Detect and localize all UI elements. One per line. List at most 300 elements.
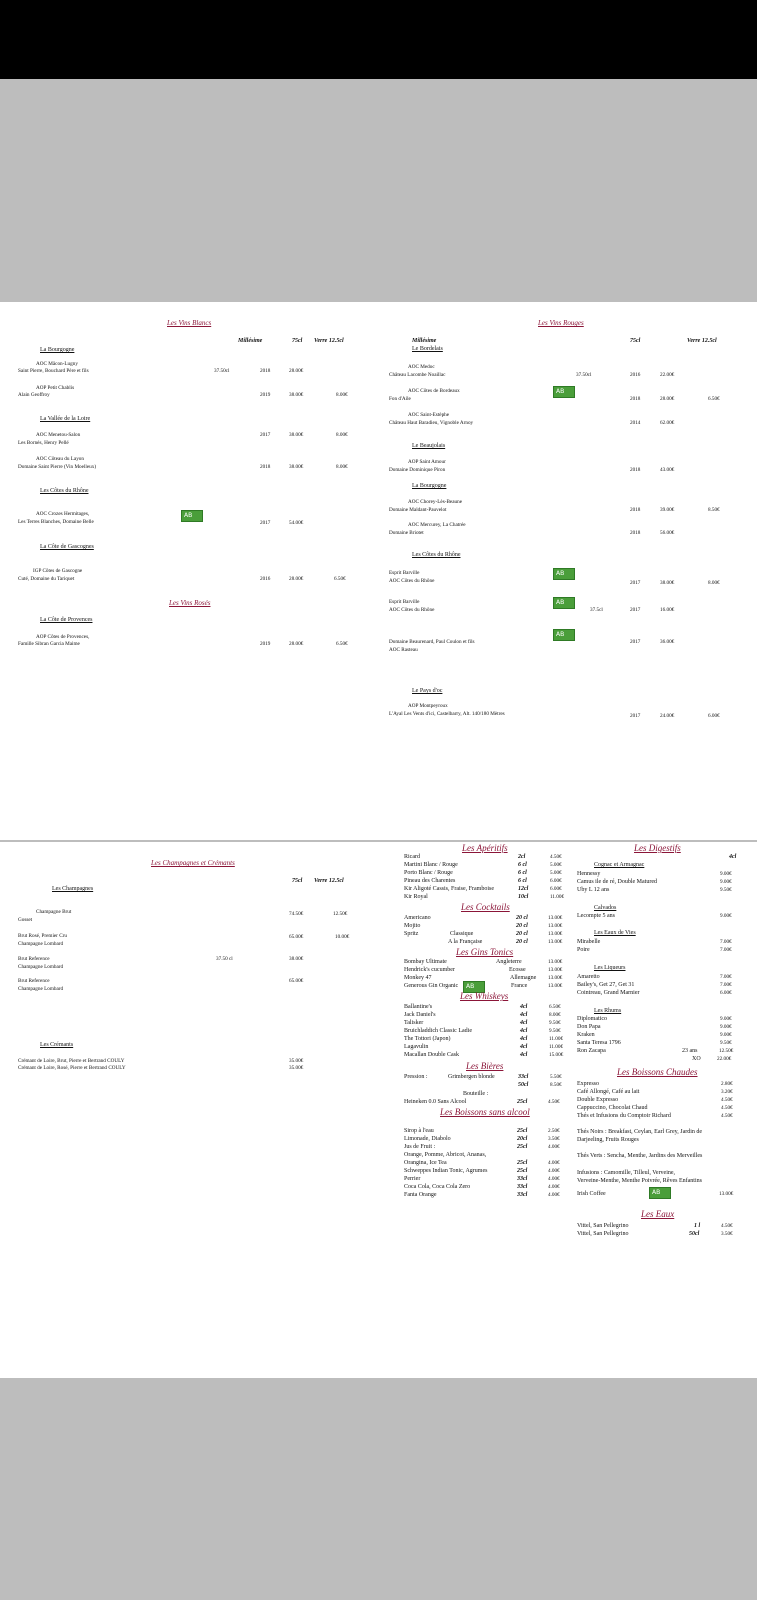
region-bourgogne-rouge: La Bourgogne bbox=[412, 483, 447, 489]
cocktail-qty: 20 cl bbox=[516, 915, 528, 921]
aperitif-qty: 6 cl bbox=[518, 870, 527, 876]
soft-name: Perrier bbox=[404, 1176, 421, 1182]
region-pays-doc: Le Pays d'oc bbox=[412, 688, 443, 694]
whiskey-name: Lagavulin bbox=[404, 1044, 429, 1050]
cocktail-price: 13.00€ bbox=[548, 931, 563, 937]
section-title-whiskeys: Les Whiskeys bbox=[460, 991, 509, 1001]
digestif-name: Lecompte 5 ans bbox=[577, 913, 615, 919]
champagne-name: Brut Reference bbox=[18, 978, 50, 984]
whiskey-name: Macallan Double Cask bbox=[404, 1052, 459, 1058]
region-gascogne: La Côte de Gascognes bbox=[40, 544, 94, 550]
section-title-vins-roses: Les Vins Rosés bbox=[169, 599, 211, 607]
soft-price: 2.50€ bbox=[548, 1128, 560, 1134]
aperitif-price: 5.00€ bbox=[550, 862, 562, 868]
biere-name: Grimbergen blonde bbox=[448, 1074, 495, 1080]
soft-qty: 25cl bbox=[517, 1128, 528, 1134]
champagne-name: Brut Reference bbox=[18, 956, 50, 962]
champagne-name: Champagne Brut bbox=[36, 909, 72, 915]
wine-glass: 6.50€ bbox=[708, 396, 720, 402]
gin-name: Generous Gin Organic bbox=[404, 983, 459, 989]
cocktail-variant: Classique bbox=[450, 931, 474, 937]
wine-glass: 8.00€ bbox=[708, 580, 720, 586]
biere-qty: 33cl bbox=[518, 1074, 529, 1080]
biere-qty: 50cl bbox=[518, 1082, 529, 1088]
soft-qty: 33cl bbox=[517, 1192, 528, 1198]
rhum-price: 12.50€ bbox=[719, 1048, 734, 1054]
rhum-name: Ron Zacapa bbox=[577, 1048, 606, 1054]
wine-aoc: AOC Saint-Estèphe bbox=[408, 412, 450, 418]
header-verre: Verre 12.5cl bbox=[314, 338, 344, 344]
header-75cl: 75cl bbox=[292, 878, 303, 884]
wine-aoc: AOC Crozes Hermitages, bbox=[36, 511, 90, 517]
cocktail-price: 13.00€ bbox=[548, 923, 563, 929]
wine-glass: 8.00€ bbox=[336, 464, 348, 470]
rhum-name: Santa Teresa 1796 bbox=[577, 1040, 621, 1046]
soft-name: Orangina, Ice Tea bbox=[404, 1160, 447, 1166]
soft-qty: 20cl bbox=[517, 1136, 528, 1142]
champagne-size: 37.50 cl bbox=[216, 956, 233, 962]
biere-qty: 25cl bbox=[517, 1099, 528, 1105]
cocktail-qty: 20 cl bbox=[516, 939, 528, 945]
soft-qty: 33cl bbox=[517, 1176, 528, 1182]
biere-price: 4.50€ bbox=[548, 1099, 560, 1105]
irish-coffee-price: 13.00€ bbox=[719, 1191, 734, 1197]
whiskey-qty: 4cl bbox=[520, 1044, 528, 1050]
aperitif-price: 6.00€ bbox=[550, 886, 562, 892]
soft-qty: 25cl bbox=[517, 1144, 528, 1150]
wine-price: 38.00€ bbox=[289, 432, 304, 438]
water-price: 4.50€ bbox=[721, 1223, 733, 1229]
gin-price: 13.00€ bbox=[548, 959, 563, 965]
wine-aoc: Esprit Barville bbox=[389, 570, 420, 576]
section-title-gins: Les Gins Tonics bbox=[456, 947, 514, 957]
gin-name: Bombay Ultimate bbox=[404, 959, 447, 965]
wine-price: 28.00€ bbox=[289, 641, 304, 647]
soft-price: 4.00€ bbox=[548, 1144, 560, 1150]
wine-price: 22.00€ bbox=[660, 372, 675, 378]
organic-label-icon: AB bbox=[553, 597, 575, 609]
section-title-vins-rouges: Les Vins Rouges bbox=[538, 319, 584, 327]
wine-name: Fon d'Aile bbox=[389, 396, 411, 402]
digestif-name: Hennessy bbox=[577, 871, 601, 877]
cocktail-name: Spritz bbox=[404, 931, 419, 937]
hot-drink-price: 4.50€ bbox=[721, 1105, 733, 1111]
biere-name: Heineken 0.0 Sans Alcool bbox=[404, 1099, 467, 1105]
organic-label-icon: AB bbox=[553, 629, 575, 641]
cocktail-price: 13.00€ bbox=[548, 915, 563, 921]
organic-label-icon: AB bbox=[553, 568, 575, 580]
wine-price: 39.00€ bbox=[660, 507, 675, 513]
wine-price: 62.00€ bbox=[660, 420, 675, 426]
wine-price: 28.00€ bbox=[289, 368, 304, 374]
aperitif-name: Kir Royal bbox=[404, 894, 428, 900]
water-qty: 1 l bbox=[694, 1223, 701, 1229]
wine-aoc: Esprit Barville bbox=[389, 599, 420, 605]
wine-glass: 8.00€ bbox=[336, 392, 348, 398]
gin-price: 13.00€ bbox=[548, 967, 563, 973]
wine-name: Famille Sibran Garcia Maime bbox=[18, 641, 80, 647]
biere-price: 8.50€ bbox=[550, 1082, 562, 1088]
biere-price: 5.50€ bbox=[550, 1074, 562, 1080]
soft-name: Jus de Fruit : bbox=[404, 1144, 436, 1150]
wine-name: Les Terres Blanches, Domaine Belle bbox=[18, 519, 94, 525]
section-title-eaux: Les Eaux bbox=[641, 1209, 675, 1219]
tea-list-black-2: Darjeeling, Fruits Rouges bbox=[577, 1137, 639, 1143]
whiskey-price: 6.50€ bbox=[549, 1004, 561, 1010]
rhum-price: 22.00€ bbox=[717, 1056, 732, 1062]
wine-name: Château Lacombe Noaillac bbox=[389, 372, 446, 378]
wine-aoc: AOC Menetou-Salon bbox=[36, 432, 81, 438]
wine-price: 28.00€ bbox=[289, 576, 304, 582]
section-title-sans-alcool: Les Boissons sans alcool bbox=[440, 1107, 530, 1117]
wine-name: Domaine Briotet bbox=[389, 530, 424, 536]
soft-price: 4.00€ bbox=[548, 1184, 560, 1190]
sub-champagnes: Les Champagnes bbox=[52, 886, 94, 892]
rhum-price: 9.00€ bbox=[720, 1016, 732, 1022]
wine-aoc: AOC Medoc bbox=[408, 364, 435, 370]
whiskey-name: The Tottori (Japon) bbox=[404, 1036, 451, 1042]
whiskey-price: 11.00€ bbox=[549, 1036, 564, 1042]
whiskey-name: Talisker bbox=[404, 1020, 424, 1026]
hot-drink-price: 4.50€ bbox=[721, 1113, 733, 1119]
wine-year: 2018 bbox=[630, 467, 641, 473]
soft-name: Coca Cola, Coca Cola Zero bbox=[404, 1184, 471, 1190]
water-price: 3.50€ bbox=[721, 1231, 733, 1237]
wine-aoc: AOP Côtes de Provences, bbox=[36, 634, 90, 640]
tea-list-green: Thés Verts : Sencha, Menthe, Jardins des Merveilles bbox=[577, 1153, 703, 1159]
rhum-name: Kraken bbox=[577, 1032, 595, 1038]
whiskey-qty: 4cl bbox=[520, 1012, 528, 1018]
whiskey-qty: 4cl bbox=[520, 1052, 528, 1058]
organic-label-icon: AB bbox=[649, 1187, 671, 1199]
digestif-qty: 4cl bbox=[729, 854, 737, 860]
irish-coffee-name: Irish Coffee bbox=[577, 1191, 606, 1197]
soft-qty: 25cl bbox=[517, 1160, 528, 1166]
cocktail-price: 13.00€ bbox=[548, 939, 563, 945]
rhum-price: 9.00€ bbox=[720, 1032, 732, 1038]
cremant-price: 35.00€ bbox=[289, 1065, 304, 1071]
infusion-list: Infusions : Camomille, Tilleul, Verveine, bbox=[577, 1170, 676, 1176]
aperitif-name: Porto Blanc / Rouge bbox=[404, 870, 453, 876]
wine-year: 2016 bbox=[260, 576, 271, 582]
wine-name: Les Bornés, Henry Pellé bbox=[18, 440, 69, 446]
header-75cl: 75cl bbox=[630, 338, 641, 344]
gin-origin: Allemagne bbox=[510, 975, 537, 981]
hot-drink-name: Double Expresso bbox=[577, 1097, 619, 1103]
aperitif-name: Pineau des Charentes bbox=[404, 878, 456, 884]
water-name: Vittel, San Pellegrino bbox=[577, 1231, 629, 1237]
wine-glass: 6.50€ bbox=[336, 641, 348, 647]
wine-glass: 8.00€ bbox=[336, 432, 348, 438]
hot-drink-name: Café Allongé, Café au lait bbox=[577, 1089, 640, 1095]
rhum-price: 9.00€ bbox=[720, 1024, 732, 1030]
organic-label-icon: AB bbox=[463, 981, 485, 993]
digestif-name: Amaretto bbox=[577, 974, 600, 980]
wine-year: 2017 bbox=[630, 713, 641, 719]
digestif-price: 7.00€ bbox=[720, 939, 732, 945]
organic-label-icon: AB bbox=[553, 386, 575, 398]
hot-drink-price: 2.80€ bbox=[721, 1081, 733, 1087]
soft-name: Schweppes Indian Tonic, Agrumes bbox=[404, 1168, 488, 1174]
soft-name: Sirop à l'eau bbox=[404, 1128, 434, 1134]
wine-year: 2018 bbox=[260, 464, 271, 470]
region-cotes-du-rhone-rouge: Les Côtes du Rhône bbox=[412, 552, 461, 558]
wine-name: Alain Geoffroy bbox=[18, 392, 50, 398]
wine-name: AOC Côtes du Rhône bbox=[389, 607, 435, 613]
header-millesime: Millésime bbox=[238, 338, 263, 344]
wine-aoc: AOP Saint Amour bbox=[408, 459, 446, 465]
wine-aoc: AOC Chorey-Lès-Beaune bbox=[408, 499, 463, 505]
wine-name: Domaine Maldant-Pauvelot bbox=[389, 507, 447, 513]
whiskey-name: Bruichladdich Classic Ladie bbox=[404, 1028, 472, 1034]
wine-price: 38.00€ bbox=[289, 464, 304, 470]
digestif-price: 7.00€ bbox=[720, 947, 732, 953]
champagne-price: 65.00€ bbox=[289, 978, 304, 984]
hot-drink-price: 3.20€ bbox=[721, 1089, 733, 1095]
digestif-name: Cointreau, Grand Marnier bbox=[577, 990, 640, 996]
wine-price: 28.00€ bbox=[660, 396, 675, 402]
soft-price: 3.50€ bbox=[548, 1136, 560, 1142]
section-title-digestifs: Les Digestifs bbox=[634, 843, 681, 853]
digestif-price: 9.00€ bbox=[720, 879, 732, 885]
digestif-price: 9.50€ bbox=[720, 887, 732, 893]
gin-origin: France bbox=[511, 983, 528, 989]
wine-aoc: AOP Petit Chablis bbox=[36, 385, 75, 391]
section-title-bieres: Les Bières bbox=[466, 1061, 504, 1071]
aperitif-qty: 6 cl bbox=[518, 878, 527, 884]
biere-bouteille-label: Bouteille : bbox=[463, 1091, 489, 1097]
aperitif-name: Ricard bbox=[404, 854, 420, 860]
water-qty: 50cl bbox=[689, 1231, 700, 1237]
hot-drink-name: Expresso bbox=[577, 1081, 599, 1087]
soft-price: 4.00€ bbox=[548, 1176, 560, 1182]
aperitif-qty: 6 cl bbox=[518, 862, 527, 868]
digestif-name: Bailey's, Get 27, Get 31 bbox=[577, 982, 635, 988]
wine-name: AOC Côtes du Rhône bbox=[389, 578, 435, 584]
wine-year: 2018 bbox=[260, 368, 271, 374]
digestif-name: Camus ile de ré, Double Matured bbox=[577, 879, 657, 885]
whiskey-qty: 4cl bbox=[520, 1004, 528, 1010]
aperitif-qty: 2cl bbox=[518, 854, 526, 860]
cocktail-name: Mojito bbox=[404, 923, 421, 929]
organic-label-icon: AB bbox=[181, 510, 203, 522]
whiskey-price: 15.00€ bbox=[549, 1052, 564, 1058]
wine-aoc: AOC Mâcon-Lugny bbox=[36, 361, 78, 367]
wine-name: L'Ayal Les Vents d'ici, Castelbarry, Alt. 140/180 Mètres bbox=[389, 711, 505, 717]
wine-aoc: AOC Côteau du Layon bbox=[36, 456, 84, 462]
wine-glass: 6.00€ bbox=[708, 713, 720, 719]
gin-price: 13.00€ bbox=[548, 975, 563, 981]
region-loire: La Vallée de la Loire bbox=[40, 416, 91, 422]
aperitif-price: 4.50€ bbox=[550, 854, 562, 860]
wine-name: AOC Rasteau bbox=[389, 647, 418, 653]
wine-size: 37.50cl bbox=[214, 368, 230, 374]
water-name: Vittel, San Pellegrino bbox=[577, 1223, 629, 1229]
region-bourgogne: La Bourgogne bbox=[40, 347, 75, 353]
soft-name: Orange, Pomme, Abricot, Ananas, bbox=[404, 1152, 487, 1158]
digestif-price: 9.00€ bbox=[720, 913, 732, 919]
wine-year: 2018 bbox=[630, 396, 641, 402]
champagne-price: 74.50€ bbox=[289, 911, 304, 917]
wine-price: 38.00€ bbox=[289, 392, 304, 398]
gin-name: Monkey 47 bbox=[404, 975, 432, 981]
hot-drink-price: 4.50€ bbox=[721, 1097, 733, 1103]
wine-glass: 6.50€ bbox=[334, 576, 346, 582]
wine-aoc: IGP Côtes de Gascogne bbox=[33, 568, 83, 574]
header-verre: Verre 12.5cl bbox=[687, 338, 717, 344]
wine-name: Domaine Dominique Piron bbox=[389, 467, 446, 473]
champagne-house: Champagne Lombard bbox=[18, 941, 64, 947]
rhum-extra: XO bbox=[692, 1056, 701, 1062]
header-millesime: Millésime bbox=[412, 338, 437, 344]
whiskey-price: 9.50€ bbox=[549, 1020, 561, 1026]
wine-name: Saint Pierre, Bouchard Père et fils bbox=[18, 368, 89, 374]
whiskey-qty: 4cl bbox=[520, 1020, 528, 1026]
aperitif-qty: 10cl bbox=[518, 894, 529, 900]
sub-rhums: Les Rhums bbox=[594, 1008, 622, 1014]
soft-price: 4.00€ bbox=[548, 1160, 560, 1166]
champagne-glass: 12.50€ bbox=[333, 911, 348, 917]
soft-qty: 33cl bbox=[517, 1184, 528, 1190]
infusion-list-2: Verveine-Menthe, Menthe Poivrée, Rêves Enfantins bbox=[577, 1178, 702, 1184]
wine-aoc: AOP Montpeyroux bbox=[408, 703, 448, 709]
region-cotes-du-rhone: Les Côtes du Rhône bbox=[40, 488, 89, 494]
aperitif-price: 11.00€ bbox=[550, 894, 565, 900]
whiskey-price: 11.00€ bbox=[549, 1044, 564, 1050]
tea-list-black: Thés Noirs : Breakfast, Ceylan, Earl Grey, Jardin de bbox=[577, 1129, 703, 1135]
champagne-house: Gosset bbox=[18, 917, 33, 923]
cremant-name: Crémant de Loire, Brut, Pierre et Bertrand COULY bbox=[18, 1058, 125, 1064]
gin-price: 13.00€ bbox=[548, 983, 563, 989]
wine-aoc: Domaine Beaurenard, Paul Coulon et fils bbox=[389, 639, 475, 645]
whiskey-qty: 4cl bbox=[520, 1036, 528, 1042]
rhum-name: Diplomatico bbox=[577, 1016, 607, 1022]
wine-year: 2019 bbox=[260, 392, 271, 398]
section-title-boissons-chaudes: Les Boissons Chaudes bbox=[617, 1067, 698, 1077]
whiskey-price: 8.00€ bbox=[549, 1012, 561, 1018]
section-title-champagnes: Les Champagnes et Crémants bbox=[151, 859, 235, 867]
wine-price: 24.00€ bbox=[660, 713, 675, 719]
digestif-name: Mirabelle bbox=[577, 939, 601, 945]
aperitif-name: Martini Blanc / Rouge bbox=[404, 862, 458, 868]
digestif-price: 9.00€ bbox=[720, 871, 732, 877]
gin-origin: Angleterre bbox=[496, 959, 522, 965]
wine-size: 37.5cl bbox=[590, 607, 603, 613]
wine-year: 2017 bbox=[630, 580, 641, 586]
cocktail-variant: A la Française bbox=[448, 939, 483, 945]
wine-price: 43.00€ bbox=[660, 467, 675, 473]
wine-price: 56.00€ bbox=[660, 530, 675, 536]
soft-qty: 25cl bbox=[517, 1168, 528, 1174]
header-verre: Verre 12.5cl bbox=[314, 878, 344, 884]
cocktail-qty: 20 cl bbox=[516, 923, 528, 929]
wine-year: 2017 bbox=[260, 520, 271, 526]
sub-cognac: Cognac et Armagnac bbox=[594, 862, 645, 868]
rhum-price: 9.50€ bbox=[720, 1040, 732, 1046]
cocktail-qty: 20 cl bbox=[516, 931, 528, 937]
menu-page-drinks bbox=[0, 842, 757, 1378]
wine-price: 16.00€ bbox=[660, 607, 675, 613]
wine-glass: 8.50€ bbox=[708, 507, 720, 513]
sub-cremants: Les Crémants bbox=[40, 1042, 74, 1048]
wine-price: 54.00€ bbox=[289, 520, 304, 526]
wine-price: 38.00€ bbox=[660, 580, 675, 586]
biere-pression-label: Pression : bbox=[404, 1074, 428, 1080]
wine-year: 2014 bbox=[630, 420, 641, 426]
digestif-price: 7.00€ bbox=[720, 982, 732, 988]
wine-year: 2018 bbox=[630, 530, 641, 536]
soft-price: 4.00€ bbox=[548, 1168, 560, 1174]
whiskey-qty: 4cl bbox=[520, 1028, 528, 1034]
digestif-price: 6.00€ bbox=[720, 990, 732, 996]
wine-year: 2018 bbox=[630, 507, 641, 513]
champagne-house: Champagne Lombard bbox=[18, 964, 64, 970]
sub-eaux-de-vie: Les Eaux de Vies bbox=[594, 930, 636, 936]
gin-name: Hendrick's cucumber bbox=[404, 967, 455, 973]
wine-year: 2016 bbox=[630, 372, 641, 378]
aperitif-name: Kir Aligoté Cassis, Fraise, Framboise bbox=[404, 886, 494, 892]
wine-price: 36.00€ bbox=[660, 639, 675, 645]
rhum-extra: 23 ans bbox=[682, 1048, 698, 1054]
menu-page-wines bbox=[0, 302, 757, 840]
soft-price: 4.00€ bbox=[548, 1192, 560, 1198]
wine-name: Domaine Saint Pierre (Vin Moelleux) bbox=[18, 464, 97, 470]
wine-year: 2017 bbox=[630, 607, 641, 613]
aperitif-qty: 12cl bbox=[518, 886, 529, 892]
section-title-aperitifs: Les Apéritifs bbox=[462, 843, 508, 853]
region-provence: La Côte de Provences bbox=[40, 617, 93, 623]
wine-year: 2019 bbox=[260, 641, 271, 647]
section-title-cocktails: Les Cocktails bbox=[461, 902, 510, 912]
cremant-name: Crémant de Loire, Rosé, Pierre et Bertrand COULY bbox=[18, 1065, 126, 1071]
wine-aoc: AOC Côtes de Bordeaux bbox=[408, 388, 460, 394]
soft-name: Fanta Orange bbox=[404, 1192, 437, 1198]
top-black-bar bbox=[0, 0, 757, 79]
champagne-price: 38.00€ bbox=[289, 956, 304, 962]
digestif-name: Poire bbox=[577, 947, 590, 953]
sub-liqueurs: Les Liqueurs bbox=[594, 965, 626, 971]
region-beaujolais: Le Beaujolais bbox=[412, 443, 446, 449]
whiskey-price: 9.50€ bbox=[549, 1028, 561, 1034]
wine-name: Cuté, Domaine du Tariquet bbox=[18, 576, 75, 582]
digestif-name: Uby L 12 ans bbox=[577, 887, 610, 893]
aperitif-price: 6.00€ bbox=[550, 878, 562, 884]
wine-size: 37.50cl bbox=[576, 372, 592, 378]
wine-aoc: AOC Mercurey, La Chatrée bbox=[408, 522, 466, 528]
region-bordelais: Le Bordelais bbox=[412, 346, 443, 352]
aperitif-price: 5.00€ bbox=[550, 870, 562, 876]
champagne-house: Champagne Lombard bbox=[18, 986, 64, 992]
hot-drink-name: Cappuccino, Chocolat Chaud bbox=[577, 1105, 648, 1111]
wine-year: 2017 bbox=[630, 639, 641, 645]
header-75cl: 75cl bbox=[292, 338, 303, 344]
wine-year: 2017 bbox=[260, 432, 271, 438]
gin-origin: Ecosse bbox=[509, 967, 526, 973]
digestif-price: 7.00€ bbox=[720, 974, 732, 980]
section-title-vins-blancs: Les Vins Blancs bbox=[167, 319, 212, 327]
wine-name: Château Haut Baradieu, Vignoble Arnoy bbox=[389, 420, 474, 426]
whiskey-name: Jack Daniel's bbox=[404, 1012, 436, 1018]
cremant-price: 35.00€ bbox=[289, 1058, 304, 1064]
champagne-glass: 10.00€ bbox=[335, 934, 350, 940]
rhum-name: Don Papa bbox=[577, 1024, 601, 1030]
whiskey-name: Ballantine's bbox=[404, 1004, 433, 1010]
soft-name: Limonade, Diabolo bbox=[404, 1136, 451, 1142]
cocktail-name: Americano bbox=[404, 915, 431, 921]
champagne-price: 65.00€ bbox=[289, 934, 304, 940]
sub-calvados: Calvados bbox=[594, 905, 617, 911]
hot-drink-name: Thés et Infusions du Comptoir Richard bbox=[577, 1113, 671, 1119]
